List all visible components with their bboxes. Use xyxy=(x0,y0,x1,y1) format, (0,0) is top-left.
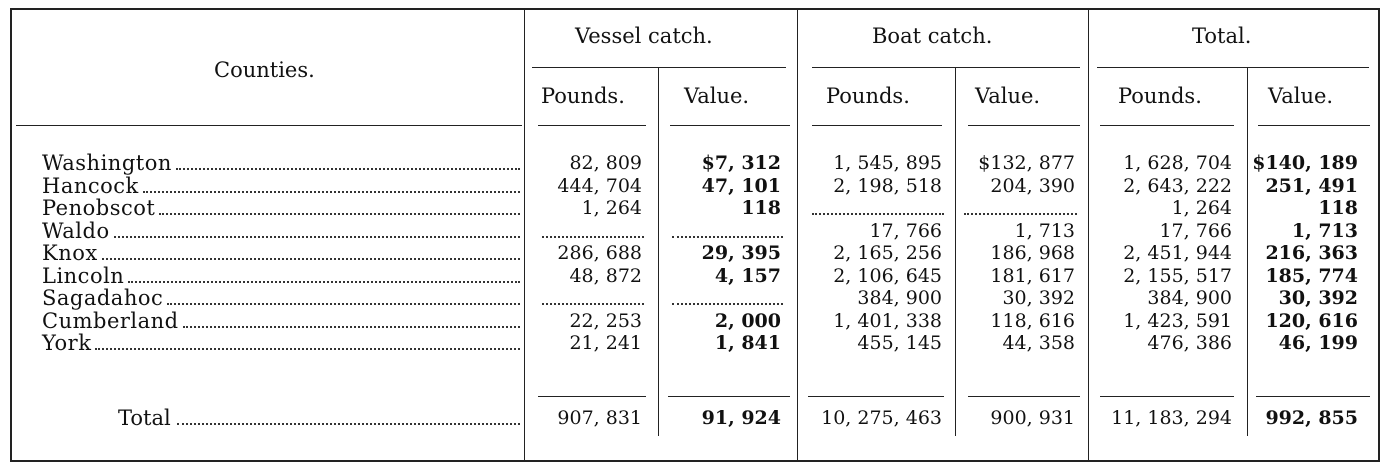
table-cell: 118 xyxy=(741,197,781,219)
table-cell: $7, 312 xyxy=(701,152,781,174)
header-total: Total. xyxy=(1192,24,1252,48)
rule-v-counties xyxy=(524,8,525,462)
county-name: Lincoln xyxy=(42,263,125,288)
total-cell: 11, 183, 294 xyxy=(1111,407,1232,429)
total-cell: 10, 275, 463 xyxy=(821,407,942,429)
header-vessel-catch: Vessel catch. xyxy=(575,24,713,48)
dot-leader xyxy=(159,213,520,215)
county-name: Hancock xyxy=(42,173,139,198)
table-cell: 2, 000 xyxy=(714,309,781,332)
subheader-boat-pounds: Pounds. xyxy=(826,84,910,108)
subheader-vessel-value: Value. xyxy=(684,84,750,108)
table-cell: 118 xyxy=(1318,197,1358,219)
header-boat-catch: Boat catch. xyxy=(872,24,993,48)
table-cell: 30, 392 xyxy=(1002,287,1075,309)
rule-h-header-bottom xyxy=(16,125,522,126)
rule-h-group-under xyxy=(1097,67,1369,68)
total-cell: 900, 931 xyxy=(990,407,1075,429)
dot-leader xyxy=(183,326,520,328)
dot-leader xyxy=(95,348,520,350)
dot-leader xyxy=(114,236,520,238)
empty-cell-leader xyxy=(812,213,944,215)
county-name: Waldo xyxy=(42,218,110,243)
table-cell: 1, 545, 895 xyxy=(833,152,942,174)
table-cell: 1, 841 xyxy=(714,332,781,354)
table-row xyxy=(42,175,520,197)
table-row xyxy=(42,265,520,287)
subheader-total-pounds: Pounds. xyxy=(1118,84,1202,108)
total-label: Total xyxy=(118,406,171,430)
table-cell: 2, 451, 944 xyxy=(1123,242,1232,264)
rule-h-total-sum xyxy=(538,396,646,397)
table-row xyxy=(42,242,520,264)
table-row xyxy=(42,197,520,219)
table-cell: 455, 145 xyxy=(857,332,942,354)
table-cell: 2, 155, 517 xyxy=(1123,264,1232,287)
table-cell: 21, 241 xyxy=(569,332,642,354)
table-row xyxy=(42,220,520,242)
county-name: York xyxy=(42,331,92,355)
empty-cell-leader xyxy=(964,213,1077,215)
total-cell: 992, 855 xyxy=(1265,407,1358,429)
subheader-total-value: Value. xyxy=(1268,84,1334,108)
dot-leader xyxy=(128,281,520,283)
empty-cell-leader xyxy=(542,303,644,305)
dot-leader xyxy=(176,168,520,170)
table-cell: 2, 643, 222 xyxy=(1123,174,1232,197)
county-name: Knox xyxy=(42,241,98,265)
table-cell: 2, 106, 645 xyxy=(833,264,942,287)
county-name: Sagadahoc xyxy=(42,286,164,310)
table-cell: 216, 363 xyxy=(1265,242,1358,264)
table-cell: 29, 395 xyxy=(701,242,781,264)
table-cell: 251, 491 xyxy=(1265,174,1358,197)
dot-leader xyxy=(167,303,520,305)
rule-h-total-sum xyxy=(968,396,1080,397)
table-cell: 181, 617 xyxy=(990,264,1075,287)
dot-leader xyxy=(177,423,520,425)
rule-h-header-bottom xyxy=(812,125,942,126)
table-cell: 22, 253 xyxy=(569,309,642,332)
subheader-vessel-pounds: Pounds. xyxy=(541,84,625,108)
rule-v-vessel-boat xyxy=(797,8,798,462)
table-cell: 185, 774 xyxy=(1265,264,1358,287)
rule-h-header-bottom xyxy=(670,125,790,126)
county-name: Washington xyxy=(42,151,172,175)
table-cell: 1, 713 xyxy=(1291,219,1358,242)
table-cell: 384, 900 xyxy=(857,287,942,309)
total-cell: 91, 924 xyxy=(701,407,781,429)
dot-leader xyxy=(143,191,520,193)
table-cell: 286, 688 xyxy=(557,242,642,264)
table-cell: 384, 900 xyxy=(1147,287,1232,309)
table-cell: 46, 199 xyxy=(1278,332,1358,354)
table-cell: 2, 165, 256 xyxy=(833,242,942,264)
total-cell: 907, 831 xyxy=(557,407,642,429)
rule-h-header-bottom xyxy=(1100,125,1234,126)
table-cell: 30, 392 xyxy=(1278,287,1358,309)
rule-h-total-sum xyxy=(808,396,944,397)
table-row xyxy=(42,287,520,309)
rule-h-header-bottom xyxy=(1258,125,1370,126)
county-name: Cumberland xyxy=(42,308,179,333)
table-cell: 186, 968 xyxy=(990,242,1075,264)
rule-h-group-under xyxy=(812,67,1080,68)
table-cell: $132, 877 xyxy=(978,152,1075,174)
table-cell: 1, 628, 704 xyxy=(1123,152,1232,174)
empty-cell-leader xyxy=(672,236,783,238)
header-counties: Counties. xyxy=(214,58,315,82)
table-cell: 1, 264 xyxy=(1171,197,1232,219)
table-cell: 444, 704 xyxy=(557,174,642,197)
rule-h-total-sum xyxy=(1256,396,1370,397)
table-cell: 204, 390 xyxy=(990,174,1075,197)
rule-h-header-bottom xyxy=(538,125,646,126)
table-cell: $140, 189 xyxy=(1252,152,1358,174)
table-row xyxy=(42,152,520,174)
table-row xyxy=(42,310,520,332)
county-name: Penobscot xyxy=(42,196,156,220)
rule-v-boat-total xyxy=(1088,8,1089,462)
rule-h-group-under xyxy=(532,67,786,68)
empty-cell-leader xyxy=(672,303,783,305)
table-cell: 44, 358 xyxy=(1002,332,1075,354)
rule-h-header-bottom xyxy=(968,125,1080,126)
table-row xyxy=(42,332,520,354)
total-row xyxy=(118,407,520,429)
table-cell: 1, 401, 338 xyxy=(833,309,942,332)
table-cell: 120, 616 xyxy=(1265,309,1358,332)
table-cell: 118, 616 xyxy=(990,309,1075,332)
table-cell: 17, 766 xyxy=(869,219,942,242)
rule-h-total-sum xyxy=(668,396,790,397)
table-cell: 2, 198, 518 xyxy=(833,174,942,197)
empty-cell-leader xyxy=(542,236,644,238)
rule-v-vessel-mid xyxy=(658,68,659,436)
rule-v-boat-mid xyxy=(955,68,956,436)
rule-h-total-sum xyxy=(1100,396,1234,397)
table-cell: 476, 386 xyxy=(1147,332,1232,354)
subheader-boat-value: Value. xyxy=(975,84,1041,108)
table-cell: 47, 101 xyxy=(701,174,781,197)
table-cell: 82, 809 xyxy=(569,152,642,174)
table-cell: 1, 713 xyxy=(1014,219,1075,242)
table-cell: 4, 157 xyxy=(714,264,781,287)
table-cell: 17, 766 xyxy=(1159,219,1232,242)
table-cell: 1, 264 xyxy=(581,197,642,219)
rule-v-total-mid xyxy=(1247,68,1248,436)
table-cell: 48, 872 xyxy=(569,264,642,287)
dot-leader xyxy=(102,258,520,260)
table-cell: 1, 423, 591 xyxy=(1123,309,1232,332)
